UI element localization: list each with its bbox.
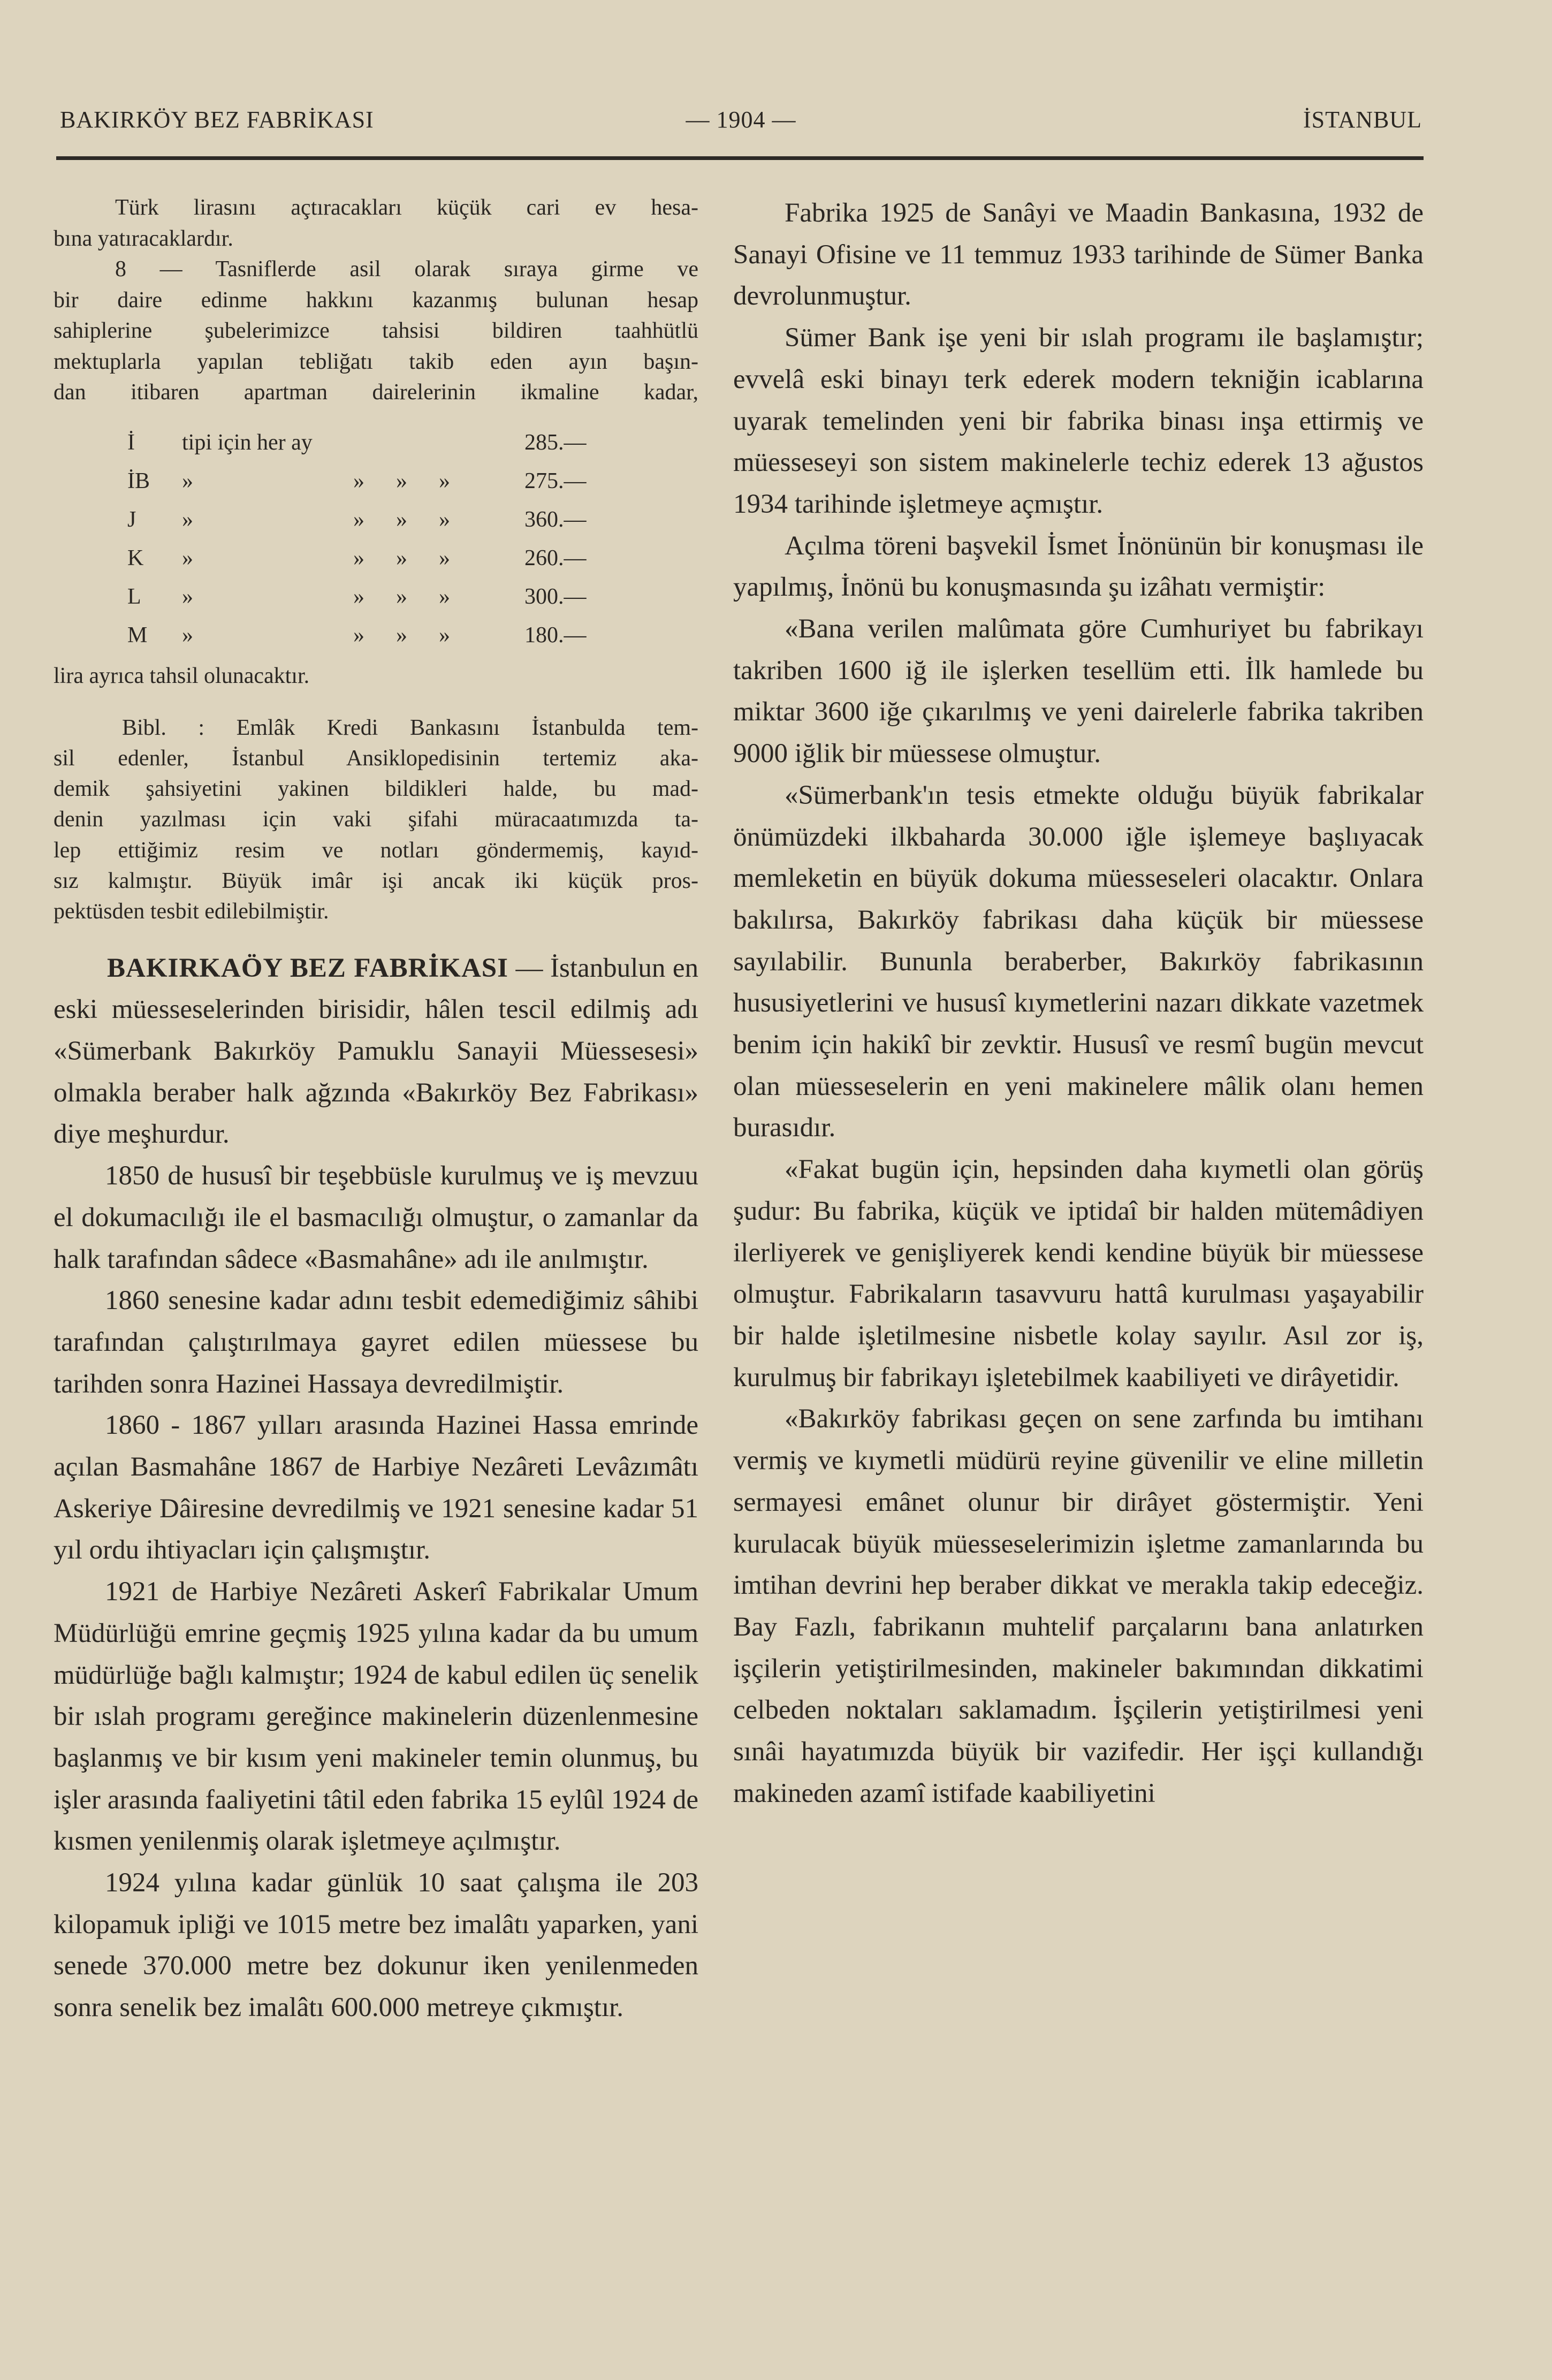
entry-paragraph: 1924 yılına kadar günlük 10 saat çalışma ile 203 kilopamuk ipliği ve 1015 metre bez imalâtı yaparken, yani senede 370.000 metre bez dokunur iken yenilenmeden sonra senelik bez imalâtı 600.000 metreye çıkmıştır. (54, 1868, 698, 2023)
ditto-mark: » (439, 622, 450, 648)
entry-paragraph: Sümer Bank işe yeni bir ıslah programı ile başlamıştır; evvelâ eski binayı terk ederek modern tekniğin icablarına uyarak temelinden yeni bir fabrika binası inşa ettirmiş ve müesseseyi son sistem makinelerle techiz ederek 13 ağustos 1934 tarihinde işletmeye açmıştır. (733, 323, 1424, 519)
item8-line: 8 — Tasniflerde asil olarak sıraya girme ve (115, 257, 698, 282)
tariff-price: 300.— (524, 584, 587, 609)
tariff-type: J (127, 507, 136, 532)
tariff-type: K (127, 545, 144, 571)
bibl-line: denin yazılması için vaki şifahi müracaatımızda ta- (54, 807, 698, 832)
page-header (60, 106, 1422, 143)
entry-body-right (733, 193, 1424, 1814)
tariff-type: İ (127, 430, 135, 455)
bibl-line: demik şahsiyetini yakinen bildikleri halde, bu mad- (54, 777, 698, 802)
header-page-number: — 1904 — (686, 107, 796, 133)
tariff-type: İB (127, 468, 150, 493)
ditto-mark: » (182, 507, 193, 532)
intro-line: Türk lirasını açtıracakları küçük cari ev hesa- (115, 195, 698, 220)
entry-paragraph: 1860 - 1867 yılları arasında Hazinei Hassa emrinde açılan Basmahâne 1867 de Harbiye Nezâreti Levâzımâtı Askeriye Dâiresine devredilmiş ve 1921 senesine kadar 51 yıl ordu ihtiyacları için çalışmıştır. (54, 1410, 698, 1565)
header-city: İSTANBUL (1303, 107, 1422, 133)
ditto-mark: » (396, 584, 407, 609)
tariff-row (54, 545, 698, 584)
ditto-mark: » (353, 622, 364, 648)
ditto-mark: » (353, 545, 364, 571)
tariff-row (54, 430, 698, 468)
header-entry-title: BAKIRKÖY BEZ FABRİKASI (60, 107, 374, 133)
tariff-price: 285.— (524, 430, 587, 455)
ditto-mark: » (396, 507, 407, 532)
item8-line: bir daire edinme hakkını kazanmış bulunan hesap (54, 287, 698, 313)
ditto-mark: » (182, 622, 193, 648)
speech-paragraph: «Bana verilen malûmata göre Cumhuriyet bu fabrikayı takriben 1600 iğ ile işlerken tesellüm etti. İlk hamlede bu miktar 3600 iğe çıkarılmış ve yeni dairelerle fabrika takriben 9000 iğlik bir müessese olmuştur. (733, 614, 1424, 769)
ditto-mark: » (439, 584, 450, 609)
tariff-row (54, 468, 698, 507)
entry-body-left (54, 948, 698, 2029)
tariff-type: M (127, 622, 148, 648)
ditto-mark: » (396, 545, 407, 571)
tariff-price: 360.— (524, 507, 587, 532)
ditto-mark: » (439, 545, 450, 571)
bibl-line: lep ettiğimiz resim ve notları göndermemiş, kayıd- (54, 838, 698, 863)
bibl-line: sız kalmıştır. Büyük imâr işi ancak iki küçük pros- (54, 868, 698, 893)
tariff-price: 260.— (524, 545, 587, 571)
tariff-text: tipi için her ay (182, 430, 313, 455)
speech-paragraph: «Sümerbank'ın tesis etmekte olduğu büyük fabrikalar önümüzdeki ilkbaharda 30.000 iğle işlemeye başlıyacak memleketin en büyük dokuma müesseseleri olacaktır. Onlara bakılırsa, Bakırköy fabrikası daha küçük bir müessese sayılabilir. Bununla beraberber, Bakırköy fabrikasının hususiyetlerini ve hususî kıymetlerini nazarı dikkate vazetmek benim için hakikî bir zevktir. Hususî ve resmî bugün mevcut olan müesseselerin en yeni makinelere mâlik olanı hemen burasıdır. (733, 780, 1424, 1143)
ditto-mark: » (182, 545, 193, 571)
tariff-row (54, 584, 698, 622)
tariff-row (54, 507, 698, 545)
item8-line: dan itibaren apartman dairelerinin ikmaline kadar, (54, 380, 698, 405)
entry-paragraph: 1860 senesine kadar adını tesbit edemediğimiz sâhibi tarafından çalıştırılmaya gayret edilen müessese bu tarihden sonra Hazinei Hassaya devredilmiştir. (54, 1286, 698, 1399)
ditto-mark: » (182, 468, 193, 493)
bibliography (54, 713, 698, 927)
entry-heading: BAKIRKAÖY BEZ FABRİKASI (107, 953, 508, 983)
bibl-line: pektüsden tesbit edilebilmiştir. (54, 899, 329, 924)
tariff-table (54, 430, 698, 661)
entry-paragraph (54, 948, 698, 1156)
entry-paragraph: Fabrika 1925 de Sanâyi ve Maadin Bankasına, 1932 de Sanayi Ofisine ve 11 temmuz 1933 tarihinde de Sümer Banka devrolunmuştur. (733, 198, 1424, 311)
speech-paragraph: «Fakat bugün için, hepsinden daha kıymetli olan görüş şudur: Bu fabrika, küçük ve iptidaî bir halden mütemâdiyen ilerliyerek ve genişliyerek kendi kendine büyük bir müessese olmuştur. Fabrikaların tasavvuru hattâ kurulması yaşayabilir bir halde işletilmesine nisbetle kolay sayılır. Asıl zor iş, kurulmuş bir fabrikayı işletebilmek kaabiliyeti ve dirâyetidir. (733, 1154, 1424, 1393)
entry-paragraph: 1921 de Harbiye Nezâreti Askerî Fabrikalar Umum Müdürlüğü emrine geçmiş 1925 yılına kadar da bu umum müdürlüğe bağlı kalmıştır; 1924 de kabul edilen üç senelik bir ıslah programı gereğince makinelerin düzenlenmesine başlanmış ve bir kısım yeni makineler temin olunmuş, bu işler arasında faaliyetini tâtil eden fabrika 15 eylûl 1924 de kısmen yenilenmiş olarak işletmeye açılmıştır. (54, 1577, 698, 1857)
left-column (54, 193, 698, 2029)
tariff-price: 180.— (524, 622, 587, 648)
entry-paragraph: 1850 de hususî bir teşebbüsle kurulmuş ve iş mevzuu el dokumacılığı ile el basmacılığı olmuştur, o zamanlar da halk tarafından sâdece «Basmahâne» adı ile anılmıştır. (54, 1161, 698, 1274)
tariff-type: L (127, 584, 141, 609)
tariff-price: 275.— (524, 468, 587, 493)
header-rule (56, 156, 1424, 160)
intro-text (54, 193, 698, 408)
entry-intro-text: — İstanbulun en eski müesseselerinden birisidir, hâlen tescil edilmiş adı «Sümerbank Bakırköy Pamuklu Sanayii Müessesesi» olmakla beraber halk ağzında «Bakırköy Bez Fabrikası» diye meşhurdur. (54, 953, 698, 1150)
bibl-line: sil edenler, İstanbul Ansiklopedisinin tertemiz aka- (54, 746, 698, 771)
ditto-mark: » (439, 468, 450, 493)
ditto-mark: » (182, 584, 193, 609)
entry-paragraph: Açılma töreni başvekil İsmet İnönünün bir konuşması ile yapılmış, İnönü bu konuşmasında şu izâhatı vermiştir: (733, 530, 1424, 603)
ditto-mark: » (396, 622, 407, 648)
intro-line: bına yatıracaklardır. (54, 226, 233, 251)
speech-paragraph: «Bakırköy fabrikası geçen on sene zarfında bu imtihanı vermiş ve kıymetli müdürü reyine güvenilir ve eline milletin sermayesi emânet olunur bir dirâyet göstermiştir. Yeni kurulacak büyük müesseselerimizin işletme zamanlarında bu imtihan devrini hep beraber dikkat ve merakla takip edeceğiz. Bay Fazlı, fabrikanın muhtelif parçalarını bana anlatırken işçilerin yetiştirilmesinden, makineler bakımından dikkatimi celbeden noktaları saklamadım. İşçilerin yetiştirilmesi yeni sınâi hayatımızda büyük bir vazifedir. Her işçi kullandığı makineden azamî istifade kaabiliyetini (733, 1404, 1424, 1808)
item8-line: sahiplerine şubelerimizce tahsisi bildiren taahhütlü (54, 318, 698, 343)
tariff-note: lira ayrıca tahsil olunacaktır. (54, 663, 310, 688)
ditto-mark: » (396, 468, 407, 493)
ditto-mark: » (353, 468, 364, 493)
bibl-line: Bibl. : Emlâk Kredi Bankasını İstanbulda tem- (122, 715, 698, 740)
item8-line: mektuplarla yapılan tebliğatı takib eden ayın başın- (54, 349, 698, 374)
ditto-mark: » (353, 507, 364, 532)
tariff-row (54, 622, 698, 661)
ditto-mark: » (439, 507, 450, 532)
right-column (733, 193, 1424, 1814)
ditto-mark: » (353, 584, 364, 609)
